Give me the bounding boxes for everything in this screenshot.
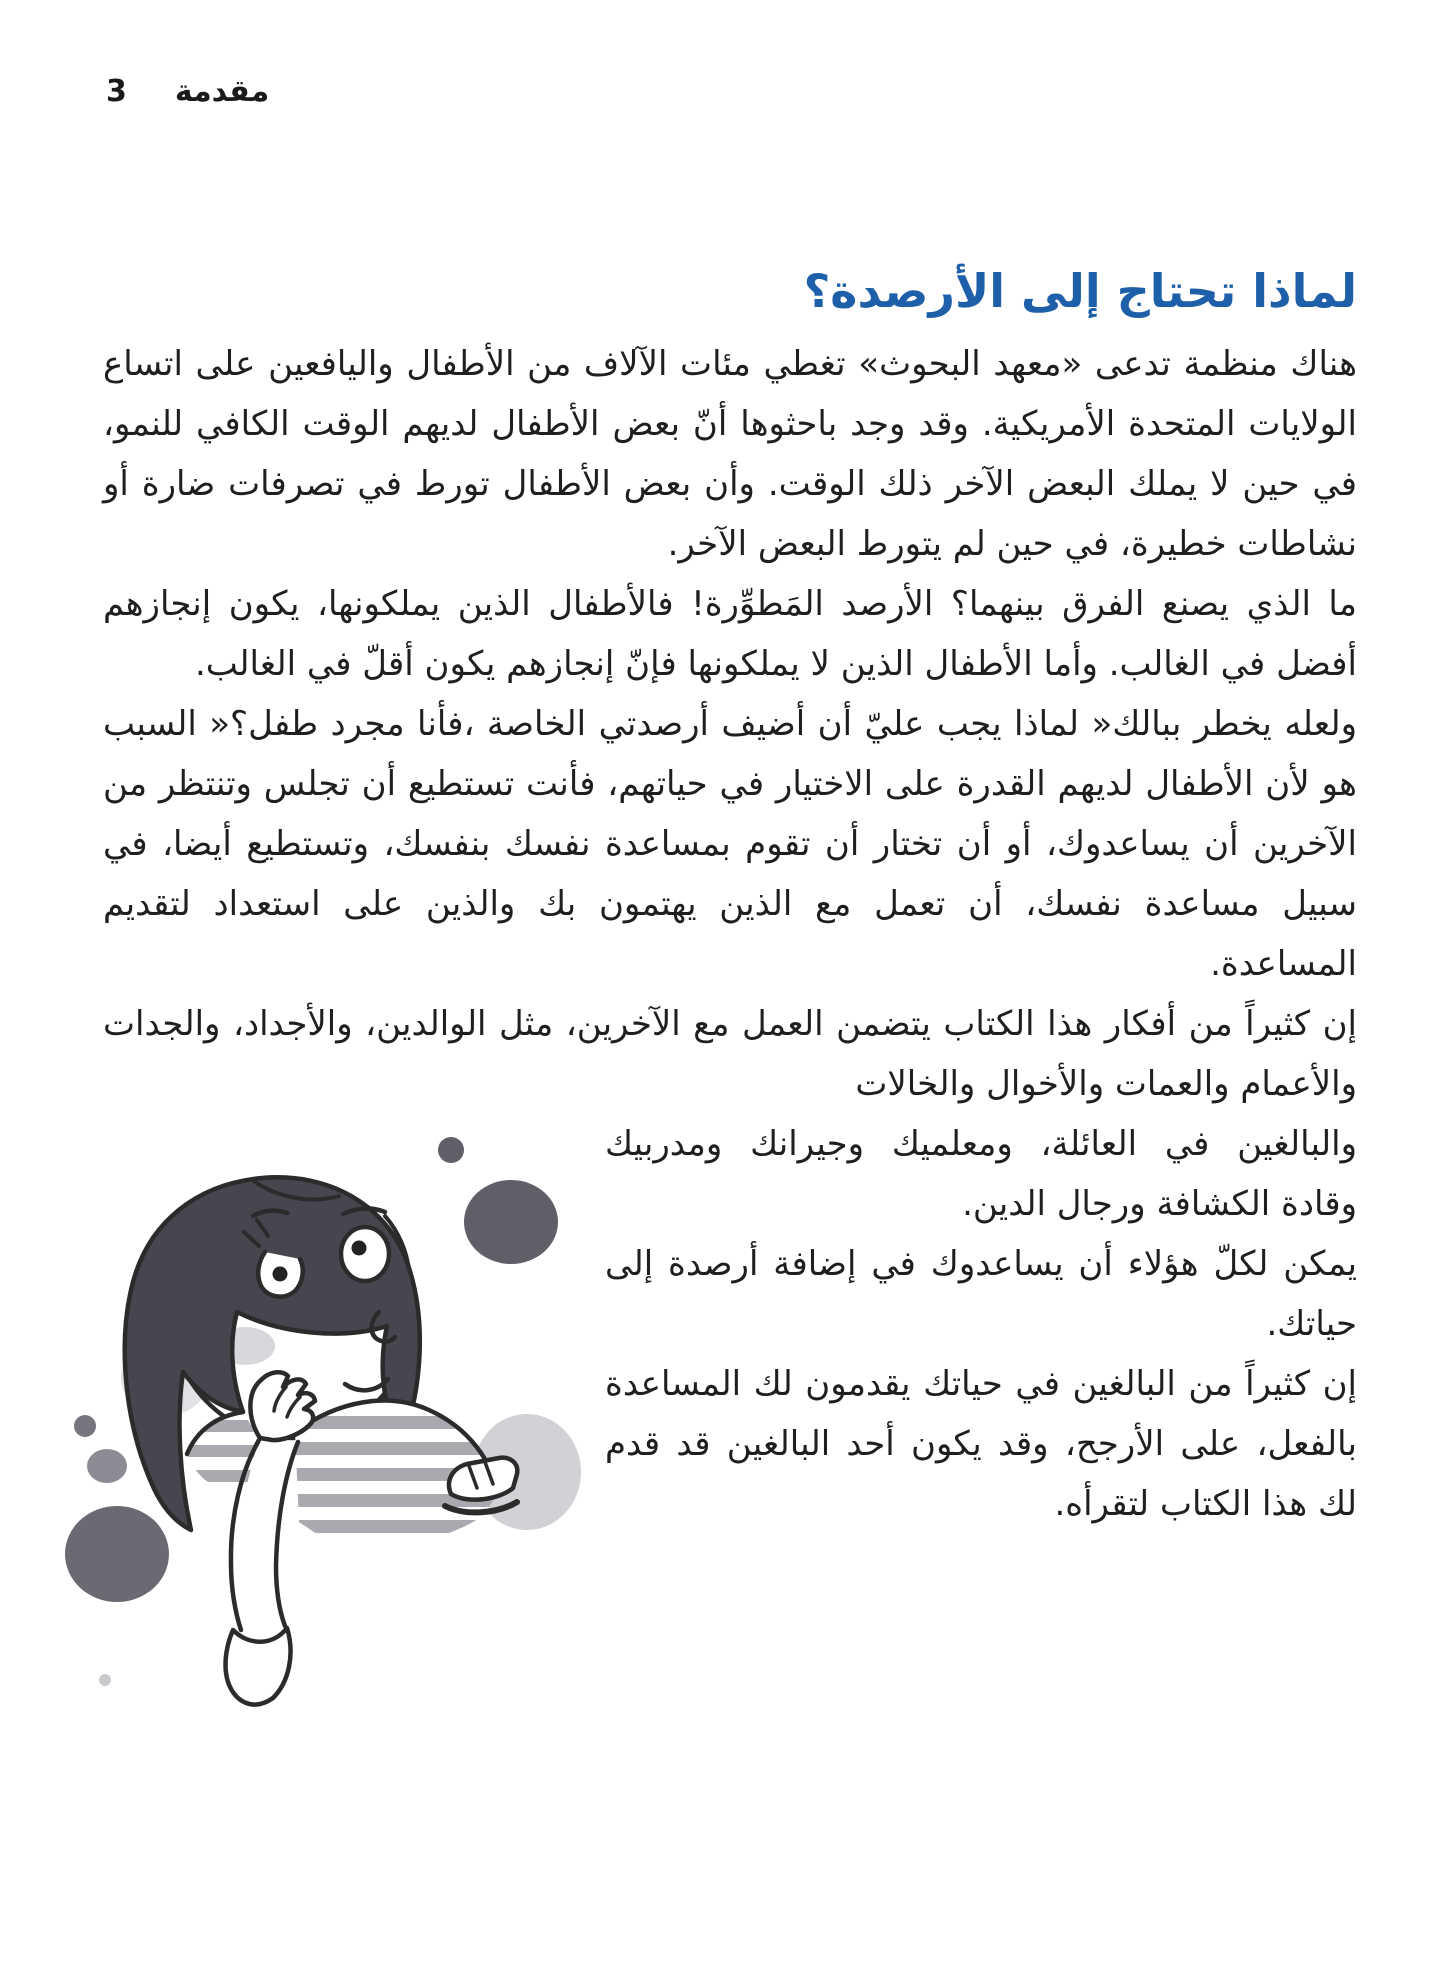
article-content [103, 262, 1357, 1738]
paragraph-5: يمكن لكلّ هؤلاء أن يساعدوك في إضافة أرصدة إلى حياتك. [605, 1243, 1357, 1344]
running-head [106, 74, 269, 109]
paragraph-4-start: إن كثيراً من أفكار هذا الكتاب يتضمن العمل مع الآخرين، مثل الوالدين، والأجداد، والجدات والأعمام والعمات والأخوال والخالات [103, 1003, 1357, 1104]
chapter-heading: لماذا تحتاج إلى الأرصدة؟ [803, 264, 1357, 318]
thinking-girl-illustration [87, 1120, 587, 1738]
paragraph-4-wrap [103, 1114, 1357, 1234]
body-text [103, 334, 1357, 1534]
paragraph-6: إن كثيراً من البالغين في حياتك يقدمون لك المساعدة بالفعل، على الأرجح، وقد يكون أحد البالغين قد قدم لك هذا الكتاب لتقرأه. [605, 1363, 1357, 1524]
paragraph-4-continued: والبالغين في العائلة، ومعلميك وجيرانك ومدربيك وقادة الكشافة ورجال الدين. [605, 1123, 1357, 1224]
girl-sketch [125, 1177, 518, 1704]
page-number: 3 [106, 74, 127, 109]
paragraph-1: هناك منظمة تدعى «معهد البحوث» تغطي مئات الآلاف من الأطفال واليافعين على اتساع الولايات المتحدة الأمريكية. وقد وجد باحثوها أنّ بعض الأطفال لديهم الوقت الكافي للنمو، في حين لا يملك البعض الآخر ذلك الوقت. وأن بعض الأطفال تورط في تصرفات ضارة أو نشاطات خطيرة، في حين لم يتورط البعض الآخر. [103, 343, 1357, 564]
thinking-girl-sketch-svg [47, 1120, 587, 1760]
paragraph-2: ما الذي يصنع الفرق بينهما؟ الأرصد المَطوِّرة! فالأطفال الذين يملكونها، يكون إنجازهم أفضل في الغالب. وأما الأطفال الذين لا يملكونها فإنّ إنجازهم يكون أقلّ في الغالب. [103, 583, 1357, 684]
paragraph-3: ولعله يخطر ببالك« لماذا يجب عليّ أن أضيف أرصدتي الخاصة ،فأنا مجرد طفل؟« السبب هو لأن الأطفال لديهم القدرة على الاختيار في حياتهم، فأنت تستطيع أن تجلس وتنتظر من الآخرين أن يساعدوك، أو أن تختار أن تقوم بمساعدة نفسك بنفسك، وتستطيع أيضا، في سبيل مساعدة نفسك، أن تعمل مع الذين يهتمون بك والذين على استعداد لتقديم المساعدة. [103, 703, 1357, 984]
section-title: مقدمة [174, 74, 270, 109]
